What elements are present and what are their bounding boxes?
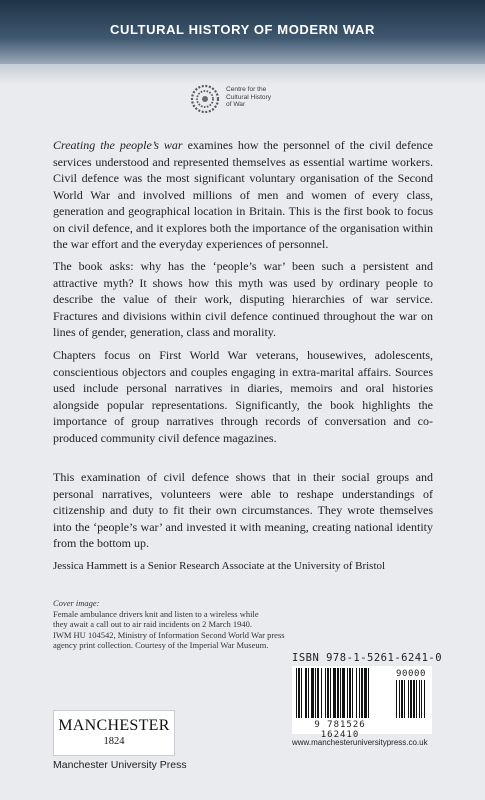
book-title: Creating the people’s war [53, 138, 183, 152]
series-title: CULTURAL HISTORY OF MODERN WAR [110, 22, 375, 37]
barcode-addon-bar [401, 680, 403, 718]
barcode-addon-bar [416, 680, 417, 718]
banner-fade [0, 64, 485, 84]
barcode-addon-bar [410, 680, 412, 718]
barcode-bar [361, 668, 363, 718]
barcode-bar [364, 668, 367, 718]
centre-logo-text [226, 86, 296, 109]
publisher-website: www.manchesteruniversitypress.co.uk [292, 738, 428, 747]
blurb-paragraph-4: This examination of civil defence shows that in their social groups and personal narratives, volunteers were able to reshape understandings of citizenship and duty to fit their own circumstances. They wrote themselves into the ‘people’s war’ and invested it with meaning, creating national identity from the bottom up. [53, 470, 433, 550]
cover-credit-line: they await a call out to air raid incidents on 2 March 1940. [53, 619, 252, 629]
barcode [292, 666, 432, 740]
barcode-bar [317, 668, 319, 718]
price-addon-digits: 90000 [395, 669, 427, 679]
blurb-paragraph-3: Chapters focus on First World War veterans, housewives, adolescents, conscientious objectors and couples engaging in extra-marital affairs. Sources used include personal narratives in diaries, memoirs and oral histories alongside popular representations. Significantly, the book highlights the importance of group narratives through records of conversation and co-produced community civil defence magazines. [53, 348, 433, 445]
barcode-bar [359, 668, 360, 718]
barcode-bar [342, 668, 345, 718]
barcode-bar [321, 668, 322, 718]
barcode-bar [340, 668, 341, 718]
ean-digits: 9 781526 162410 [314, 720, 366, 740]
barcode-bar [368, 668, 369, 718]
author-note: Jessica Hammett is a Senior Research Associate at the University of Bristol [53, 560, 386, 572]
barcode-addon-bar [413, 680, 415, 718]
barcode-bar [337, 668, 339, 718]
centre-logo-line: Centre for the [226, 86, 267, 93]
isbn-text: ISBN 978-1-5261-6241-0 [292, 652, 443, 664]
barcode-bar [308, 668, 309, 718]
cover-credit-line: agency print collection. Courtesy of the Imperial War Museum. [53, 640, 269, 650]
barcode-bar [296, 668, 297, 718]
barcode-bar [347, 668, 348, 718]
blurb-paragraph-1-text: examines how the personnel of the civil defence services understood and represented themselves as essential wartime workers. Civil defence was the most significant voluntary organisation of the Second World War and involved millions of men and women of every class, generation and geographical location in Britain. This is the first book to focus on civil defence, and it explores both the importance of the organisation within the war effort and the everyday experiences of personnel. [53, 138, 433, 251]
barcode-bar [333, 668, 336, 718]
barcode-addon-bar [396, 680, 397, 718]
barcode-addon-bar [424, 680, 425, 718]
barcode-bar [298, 668, 300, 718]
centre-logo-line: Cultural History [226, 93, 272, 101]
barcode-bar [349, 668, 351, 718]
barcode-addon-bar [421, 680, 422, 718]
cover-credit-line: IWM HU 104542, Ministry of Information Second World War press [53, 629, 285, 640]
publisher-name: Manchester University Press [53, 759, 187, 771]
barcode-bar [311, 668, 314, 718]
barcode-addon-bar [404, 680, 405, 718]
barcode-bar [315, 668, 316, 718]
cover-image-credits [53, 598, 313, 651]
barcode-addon-bar [419, 680, 420, 718]
cover-credit-line: Female ambulance drivers knit and listen to a wireless while [53, 608, 259, 619]
publisher-logo-name: MANCHESTER [58, 717, 170, 734]
centre-logo-line: of War [226, 101, 246, 108]
barcode-bar [356, 668, 357, 718]
cover-image-label: Cover image: [53, 598, 100, 608]
publisher-logo [53, 710, 175, 756]
barcode-bar [301, 668, 302, 718]
barcode-bar [330, 668, 331, 718]
barcode-addon-bar [399, 680, 400, 718]
centre-emblem-icon [190, 84, 220, 114]
publisher-logo-year: 1824 [103, 736, 125, 747]
blurb-paragraph-2: The book asks: why has the ‘people’s war’ been such a persistent and attractive myth? It shows how this myth was used by ordinary people to describe the value of their work, disputing hierarchies of war service. Fractures and divisions within civil defence continued throughout the war on lines of gender, generation, class and morality. [53, 259, 433, 339]
centre-logo [190, 84, 302, 120]
barcode-addon-bar [408, 680, 409, 718]
blurb-paragraph-1 [53, 137, 433, 253]
barcode-bar [352, 668, 353, 718]
barcode-bar [305, 668, 307, 718]
barcode-bar [327, 668, 329, 718]
barcode-bar [325, 668, 326, 718]
